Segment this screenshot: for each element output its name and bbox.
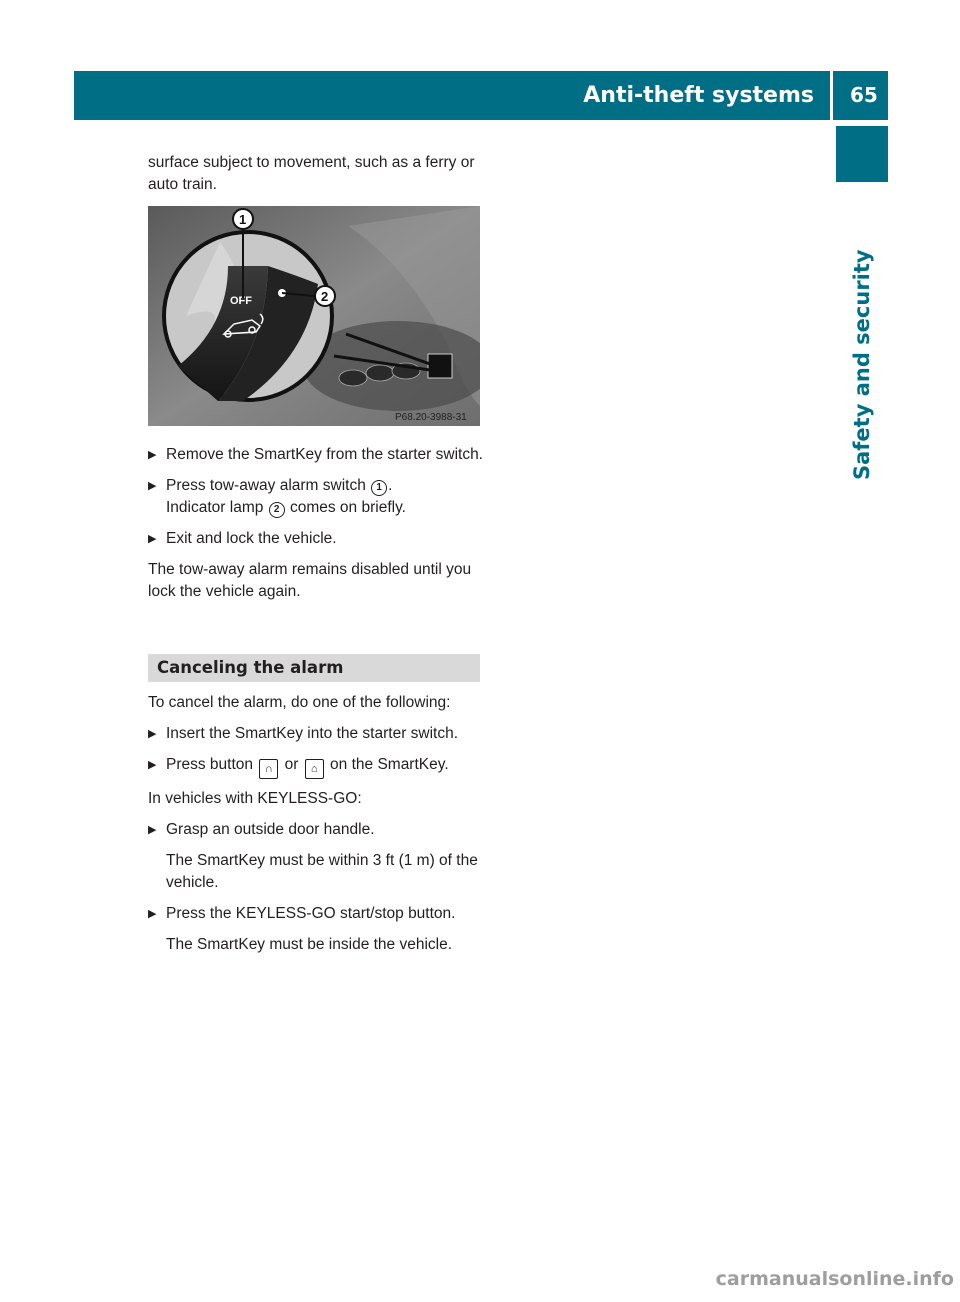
callout-2: 2 [321, 289, 329, 304]
step-text: Insert the SmartKey into the starter switch. [166, 725, 459, 742]
step-arrow-icon: ▶ [148, 759, 157, 771]
step-result: The SmartKey must be within 3 ft (1 m) of the vehicle. [166, 852, 478, 891]
intro-paragraph [148, 152, 484, 196]
header-bar [74, 71, 888, 120]
step-text: Press button ∩ or ⌂ on the SmartKey. [166, 754, 484, 779]
step-text: Press tow-away alarm switch 1 . Indicator lamp 2 comes on briefly. [166, 477, 406, 516]
step-arrow-icon: ▶ [148, 728, 157, 740]
figure-tow-away-switch [148, 206, 480, 426]
step-press-keyless [148, 903, 484, 956]
keyless-intro: In vehicles with KEYLESS-GO: [148, 790, 362, 807]
section-heading: Canceling the alarm [148, 654, 480, 682]
step-press-switch [148, 475, 484, 519]
step-exit-lock [148, 528, 484, 550]
callout-ref-1: 1 [371, 480, 387, 496]
step-insert-smartkey [148, 723, 484, 745]
steps-disable-alarm [148, 444, 484, 603]
unlock-icon: ∩ [259, 759, 278, 779]
step-remove-smartkey [148, 444, 484, 466]
switch-location [428, 354, 452, 378]
section-intro: To cancel the alarm, do one of the following: [148, 694, 451, 711]
lock-icon: ⌂ [305, 759, 324, 779]
off-label: OFF [230, 295, 252, 307]
result-text: The tow-away alarm remains disabled until you lock the vehicle again. [148, 561, 472, 600]
header-divider [830, 71, 833, 120]
page-number: 65 [850, 83, 878, 107]
intro-text: surface subject to movement, such as a ferry or auto train. [148, 154, 475, 193]
step-result: The SmartKey must be inside the vehicle. [166, 936, 453, 953]
step-text: Exit and lock the vehicle. [166, 530, 337, 547]
header-title: Anti-theft systems [583, 83, 814, 108]
figure-code: P68.20-3988-31 [395, 412, 467, 423]
step-arrow-icon: ▶ [148, 824, 157, 836]
step-text: Grasp an outside door handle. [166, 821, 375, 838]
step-arrow-icon: ▶ [148, 449, 157, 461]
callout-1: 1 [239, 212, 247, 227]
watermark: carmanualsonline.info [715, 1268, 954, 1290]
step-arrow-icon: ▶ [148, 480, 157, 492]
side-tab-marker [836, 126, 888, 182]
step-grasp-handle [148, 819, 484, 894]
step-arrow-icon: ▶ [148, 533, 157, 545]
step-text: Remove the SmartKey from the starter switch. [166, 446, 483, 463]
side-tab-label [844, 190, 884, 490]
figure-illustration [148, 206, 480, 426]
side-tab-label-text: Safety and security [850, 249, 874, 480]
step-text: Press the KEYLESS-GO start/stop button. [166, 905, 456, 922]
callout-ref-2: 2 [269, 502, 285, 518]
steps-cancel-alarm [148, 692, 484, 965]
step-press-button [148, 754, 484, 779]
step-arrow-icon: ▶ [148, 908, 157, 920]
